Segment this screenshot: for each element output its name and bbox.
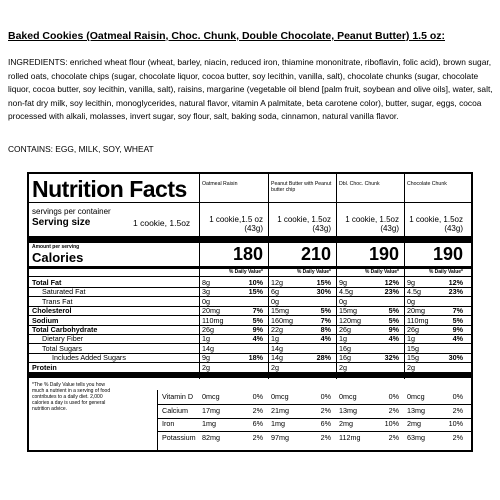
nutrient-amount: 26g	[339, 325, 351, 334]
product-serving: 1 cookie,1.5 oz (43g)	[209, 215, 263, 233]
nutrient-amount: 1g	[407, 334, 415, 344]
vitamin-dv: 0%	[252, 392, 263, 401]
nutrient-amount: 4.5g	[407, 287, 421, 297]
nutrient-amount: 26g	[202, 325, 214, 334]
product-title: Baked Cookies (Oatmeal Raisin, Choc. Chunk, Double Chocolate, Peanut Butter) 1.5 oz:	[8, 30, 445, 42]
rule	[29, 296, 471, 297]
nutrient-dv: 5%	[252, 315, 263, 325]
nutrient-dv: 32%	[384, 353, 399, 363]
nutrient-dv: 5%	[388, 306, 399, 316]
vitamin-label: Calcium	[162, 405, 188, 415]
vitamin-amount: 63mg	[407, 432, 425, 442]
rule	[29, 362, 471, 363]
panel-title: Nutrition Facts	[32, 176, 187, 202]
nutrient-label: Trans Fat	[42, 296, 73, 306]
vitamin-amount: 2mg	[339, 419, 353, 428]
serving-size-label: Serving size	[32, 217, 91, 228]
vitamin-dv: 0%	[452, 392, 463, 401]
product-calories: 190	[432, 244, 463, 264]
nutrient-label: Total Fat	[32, 278, 62, 287]
vitamin-dv: 2%	[452, 432, 463, 442]
vitamin-amount: 21mg	[271, 405, 289, 415]
nutrient-label: Includes Added Sugars	[52, 353, 126, 363]
nutrition-facts-panel	[27, 172, 473, 452]
vitamin-dv: 2%	[252, 405, 263, 415]
vitamin-amount: 0mcg	[202, 392, 220, 401]
nutrient-dv: 5%	[388, 315, 399, 325]
nutrient-label: Protein	[32, 362, 57, 372]
nutrient-label: Total Sugars	[42, 343, 82, 353]
nutrient-amount: 20mg	[202, 306, 220, 316]
nutrient-dv: 30%	[448, 353, 463, 363]
nutrient-amount: 15mg	[271, 306, 289, 316]
nutrient-amount: 1g	[339, 334, 347, 344]
vitamin-label: Potassium	[162, 432, 196, 442]
nutrient-amount: 16g	[339, 343, 351, 353]
vitamin-amount: 2mg	[407, 419, 421, 428]
vitamin-dv: 2%	[252, 432, 263, 442]
product-serving: 1 cookie, 1.5oz (43g)	[277, 215, 331, 233]
dv-footnote: *The % Daily Value tells you how much a nutrient in a serving of food contributes to a daily diet. 2,000 calories a day is used for general nutrition advice.	[32, 382, 111, 412]
product-serving: 1 cookie, 1.5oz (43g)	[345, 215, 399, 233]
vitamin-dv: 2%	[320, 405, 331, 415]
nutrient-amount: 2g	[339, 362, 347, 372]
vitamin-amount: 17mg	[202, 405, 220, 415]
dv-header: % Daily Value*	[428, 269, 463, 275]
calories-label: Calories	[32, 250, 84, 265]
nutrient-dv: 7%	[452, 306, 463, 316]
nutrient-dv: 5%	[320, 306, 331, 316]
vitamin-label: Vitamin D	[162, 392, 194, 401]
vitamin-amount: 0mcg	[339, 392, 357, 401]
vitamin-amount: 13mg	[339, 405, 357, 415]
dv-header: % Daily Value*	[228, 269, 263, 275]
nutrient-dv: 12%	[384, 278, 399, 287]
product-name: Chocolate Chunk	[407, 181, 447, 187]
nutrient-amount: 14g	[271, 353, 283, 363]
nutrient-dv: 8%	[320, 325, 331, 334]
nutrient-amount: 15g	[407, 353, 419, 363]
nutrient-amount: 16g	[339, 353, 351, 363]
ingredients-text: INGREDIENTS: enriched wheat flour (wheat, barley, niacin, reduced iron, thiamine mononitrate, riboflavin, folic acid), brown sugar, rolled oats, chocolate chips (sugar, chocolate liquor, cocoa butter, soy lecithin, vanilla, salt), chocolate chunks (sugar, chocolate liquor, cocoa butter, soy lecithin, vanilla, salt), raisins, margarine (vegetable oil blend [palm fruit, soybean and olive oils], water, salt, non-fat dry milk, soy lecithin, monoglycerides, natural flavor, vitamin A palmitate, beta carotene color), butter, sugar, eggs, cocoa processed with alkali, molasses, invert sugar, soy flour, salt, baking soda, cinnamon, natural vanilla flavor.	[8, 57, 493, 122]
nutrient-dv: 15%	[248, 287, 263, 297]
vitamin-label: Iron	[162, 419, 175, 428]
nutrient-label: Total Carbohydrate	[32, 325, 98, 334]
vitamin-dv: 10%	[448, 419, 463, 428]
nutrient-amount: 0g	[202, 296, 210, 306]
nutrient-label: Cholesterol	[32, 306, 72, 316]
serving-size-value: 1 cookie, 1.5oz	[133, 218, 191, 228]
nutrient-dv: 23%	[448, 287, 463, 297]
vitamin-dv: 0%	[388, 392, 399, 401]
vitamin-amount: 1mg	[271, 419, 285, 428]
nutrient-dv: 7%	[320, 315, 331, 325]
dv-header: % Daily Value*	[364, 269, 399, 275]
nutrient-amount: 0g	[339, 296, 347, 306]
nutrient-amount: 2g	[202, 362, 210, 372]
product-name: Peanut Butter with Peanut butter chip	[271, 181, 332, 194]
nutrient-amount: 22g	[271, 325, 283, 334]
rule	[29, 372, 471, 378]
vitamin-dv: 0%	[320, 392, 331, 401]
vitamin-amount: 82mg	[202, 432, 220, 442]
product-serving: 1 cookie, 1.5oz (43g)	[409, 215, 463, 233]
nutrient-amount: 110mg	[407, 315, 429, 325]
nutrient-dv: 18%	[248, 353, 263, 363]
nutrient-dv: 4%	[252, 334, 263, 344]
vitamin-amount: 97mg	[271, 432, 289, 442]
vitamin-amount: 112mg	[339, 432, 361, 442]
nutrient-amount: 6g	[271, 287, 279, 297]
vitamin-dv: 10%	[384, 419, 399, 428]
nutrient-amount: 1g	[202, 334, 210, 344]
nutrient-amount: 26g	[407, 325, 419, 334]
vitamin-dv: 6%	[252, 419, 263, 428]
nutrient-amount: 20mg	[407, 306, 425, 316]
nutrient-dv: 5%	[452, 315, 463, 325]
column-divider	[157, 390, 158, 450]
amount-per-serving: Amount per serving	[32, 244, 80, 250]
vitamin-dv: 2%	[388, 432, 399, 442]
rule	[29, 202, 471, 203]
nutrient-dv: 12%	[448, 278, 463, 287]
nutrient-dv: 7%	[252, 306, 263, 316]
vitamin-dv: 2%	[388, 405, 399, 415]
nutrient-amount: 120mg	[339, 315, 361, 325]
vitamin-amount: 0mcg	[271, 392, 289, 401]
product-calories: 190	[368, 244, 399, 264]
nutrient-amount: 14g	[271, 343, 283, 353]
product-name: Dbl. Choc. Chunk	[339, 181, 380, 187]
nutrient-amount: 14g	[202, 343, 214, 353]
nutrient-amount: 1g	[271, 334, 279, 344]
nutrient-label: Dietary Fiber	[42, 334, 84, 344]
nutrient-amount: 160mg	[271, 315, 293, 325]
nutrient-dv: 9%	[452, 325, 463, 334]
rule	[29, 343, 471, 344]
rule	[29, 276, 471, 277]
product-calories: 210	[300, 244, 331, 264]
nutrient-label: Sodium	[32, 315, 59, 325]
nutrient-dv: 10%	[248, 278, 263, 287]
nutrient-dv: 30%	[316, 287, 331, 297]
vitamin-amount: 0mcg	[407, 392, 425, 401]
nutrient-amount: 9g	[407, 278, 415, 287]
vitamin-dv: 6%	[320, 419, 331, 428]
nutrient-dv: 28%	[316, 353, 331, 363]
nutrient-amount: 15g	[407, 343, 419, 353]
nutrient-dv: 9%	[252, 325, 263, 334]
nutrient-amount: 3g	[202, 287, 210, 297]
nutrient-amount: 12g	[271, 278, 283, 287]
product-name: Oatmeal Raisin	[202, 181, 238, 187]
nutrient-dv: 4%	[388, 334, 399, 344]
thick-rule	[29, 236, 471, 243]
vitamin-amount: 13mg	[407, 405, 425, 415]
contains-text: CONTAINS: EGG, MILK, SOY, WHEAT	[8, 144, 154, 154]
product-calories: 180	[232, 244, 263, 264]
nutrient-dv: 4%	[452, 334, 463, 344]
nutrient-dv: 4%	[320, 334, 331, 344]
nutrient-amount: 15mg	[339, 306, 357, 316]
nutrient-amount: 4.5g	[339, 287, 353, 297]
nutrient-amount: 0g	[271, 296, 279, 306]
vitamin-dv: 2%	[452, 405, 463, 415]
nutrient-dv: 15%	[316, 278, 331, 287]
vitamin-amount: 1mg	[202, 419, 216, 428]
nutrient-dv: 23%	[384, 287, 399, 297]
servings-per-container: servings per container	[32, 207, 111, 216]
nutrient-amount: 8g	[202, 278, 210, 287]
nutrient-label: Saturated Fat	[42, 287, 86, 297]
nutrient-amount: 2g	[407, 362, 415, 372]
nutrient-amount: 9g	[339, 278, 347, 287]
vitamin-dv: 2%	[320, 432, 331, 442]
dv-header: % Daily Value*	[296, 269, 331, 275]
nutrient-amount: 2g	[271, 362, 279, 372]
nutrient-amount: 9g	[202, 353, 210, 363]
nutrient-amount: 110mg	[202, 315, 224, 325]
thick-rule	[29, 266, 471, 269]
nutrient-dv: 9%	[388, 325, 399, 334]
nutrient-amount: 0g	[407, 296, 415, 306]
